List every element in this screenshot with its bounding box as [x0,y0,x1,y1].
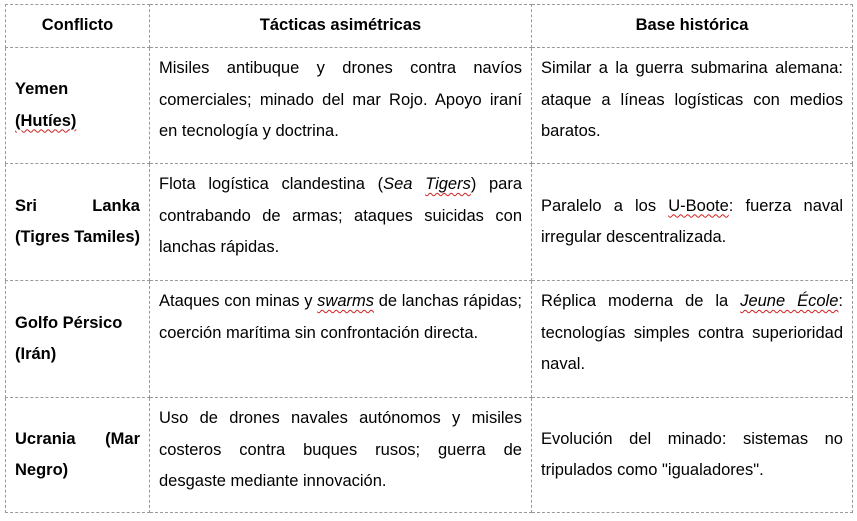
header-conflict: Conflicto [6,5,150,48]
tactics-cell-sri-lanka [150,164,532,281]
tactics-cell-golfo-persico [150,281,532,398]
history-text-pre: Réplica moderna de la [541,292,741,310]
history-text-pre: Paralelo a los [541,196,669,215]
tactics-em-sea: Sea [383,175,413,193]
conflict-line1: Sri Lanka [15,196,140,215]
history-text-post: : fuerza naval irregular descentralizada. [541,196,843,246]
history-cell-golfo-persico [532,281,853,398]
tactics-cell-ucrania: Uso de drones navales autónomos y misiles costeros contra buques rusos; guerra de desgaste mediante innovación. [150,398,532,513]
conflict-line1: Ucrania (Mar [15,429,140,448]
conflict-line2: (Hutíes) [15,111,77,130]
conflict-line2: (Tigres Tamiles) [15,228,141,246]
conflict-line2: Negro) [15,461,69,479]
conflict-cell-sri-lanka [6,164,150,281]
header-tactics: Tácticas asimétricas [150,5,532,48]
header-history: Base histórica [532,5,853,48]
tactics-text-pre: Ataques con minas y [159,292,318,310]
tactics-text-post: de lanchas rápidas; coerción marítima sin confrontación directa. [159,292,523,342]
tactics-em-tigers: Tigers [425,175,471,193]
history-cell-yemen: Similar a la guerra submarina alemana: ataque a líneas logísticas con medios baratos. [532,48,853,164]
conflict-line1: Yemen [15,80,69,98]
table-row-ucrania [6,398,853,513]
history-cell-sri-lanka [532,164,853,281]
history-em-jeune-ecole: Jeune École [740,292,839,310]
history-cell-ucrania: Evolución del minado: sistemas no tripulados como "igualadores". [532,398,853,513]
conflict-cell-golfo-persico [6,281,150,398]
history-spell-uboote: U-Boote [668,196,729,215]
table-row-yemen [6,48,853,164]
table-row-golfo-persico [6,281,853,398]
tactics-cell-yemen: Misiles antibuque y drones contra navíos comerciales; minado del mar Rojo. Apoyo iraní en tecnología y doctrina. [150,48,532,164]
table-row-sri-lanka [6,164,853,281]
tactics-text-pre: Flota logística clandestina ( [159,175,384,193]
conflict-line2: (Irán) [15,345,57,363]
tactics-em-swarms: swarms [317,292,375,310]
header-row [6,5,853,48]
history-text-post: : tecnologías simples contra superioridad naval. [541,292,843,373]
conflicts-table [5,4,853,513]
conflict-line1: Golfo Pérsico [15,313,123,332]
conflict-cell-ucrania [6,398,150,513]
tactics-text-post: ) para contrabando de armas; ataques suicidas con lanchas rápidas. [159,175,523,256]
conflict-cell-yemen [6,48,150,164]
